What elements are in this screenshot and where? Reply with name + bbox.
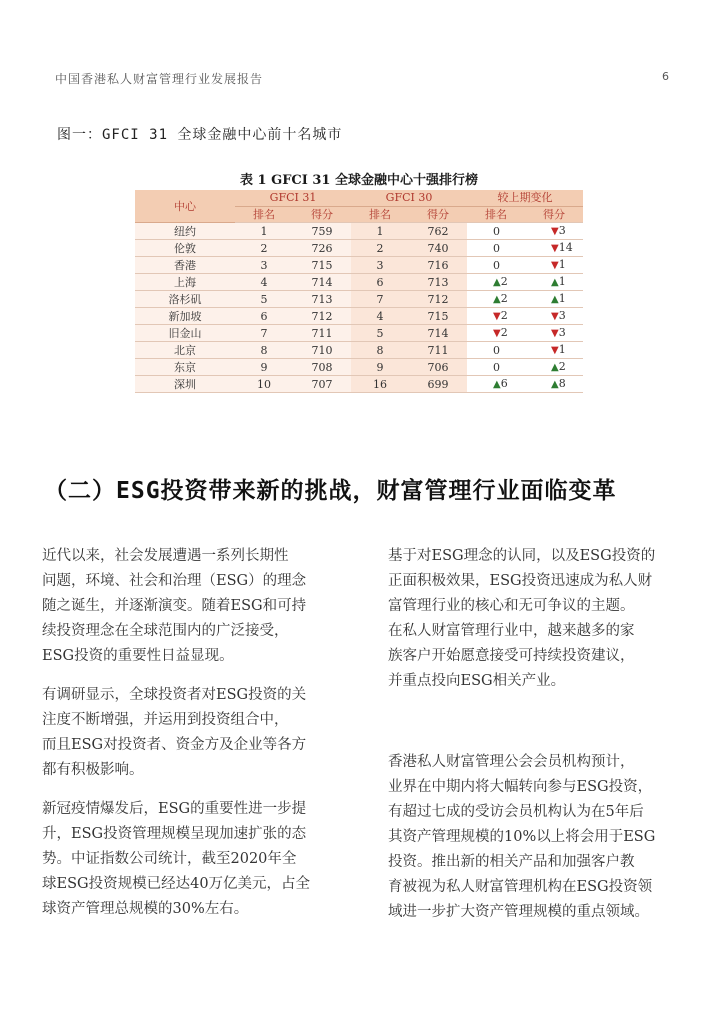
right-column [388,544,680,925]
gfci30-score-cell: 740 [409,240,467,257]
table-row [135,376,583,393]
subheader-rank: 排名 [235,206,293,223]
gfci31-score-cell: 714 [293,274,351,291]
text-line: 续投资理念在全球范围内的广泛接受， [42,623,289,639]
gfci30-score-cell: 714 [409,325,467,342]
table-row [135,240,583,257]
gfci30-rank-cell: 3 [351,257,409,274]
city-cell: 新加坡 [135,308,235,325]
gfci30-score-cell: 762 [409,223,467,240]
text-line: 族客户开始愿意接受可持续投资建议， [388,648,635,664]
change-value: 2 [500,309,508,322]
gfci30-score-cell: 711 [409,342,467,359]
table-row [135,359,583,376]
city-cell: 伦敦 [135,240,235,257]
gfci30-rank-cell: 1 [351,223,409,240]
table-row [135,325,583,342]
arrow-up-icon: ▲ [551,379,559,390]
arrow-down-icon: ▼ [551,328,559,339]
text-line: 其资产管理规模的10%以上将会用于ESG [388,829,656,845]
arrow-down-icon: ▼ [551,260,559,271]
subheader-score: 得分 [525,206,583,223]
change-value: 1 [558,343,566,356]
change-value: 0 [493,258,500,272]
score-change-cell [525,274,583,291]
score-change-cell [525,291,583,308]
header-gfci30: GFCI 30 [351,190,467,206]
subheader-score: 得分 [293,206,351,223]
running-title: 中国香港私人财富管理行业发展报告 [55,72,264,86]
gfci30-score-cell: 706 [409,359,467,376]
text-line: 势。中证指数公司统计，截至2020年全 [42,851,297,867]
change-value: 0 [493,224,500,238]
change-value: 0 [493,360,500,374]
rank-change-cell [467,257,525,274]
arrow-up-icon: ▲ [551,277,559,288]
text-line: 香港私人财富管理公会会员机构预计， [388,754,635,770]
city-cell: 东京 [135,359,235,376]
rank-change-cell [467,274,525,291]
arrow-down-icon: ▼ [551,345,559,356]
change-value: 2 [500,275,508,288]
rank-change-cell [467,240,525,257]
gfci30-rank-cell: 5 [351,325,409,342]
left-column [42,544,332,922]
rank-change-cell [467,342,525,359]
text-line: 富管理行业的核心和无可争议的主题。 [388,598,635,614]
city-cell: 深圳 [135,376,235,393]
gfci31-rank-cell: 5 [235,291,293,308]
change-value: 6 [500,377,508,390]
gfci31-score-cell: 713 [293,291,351,308]
change-value: 3 [558,309,566,322]
page-number: 6 [662,70,669,83]
gfci30-rank-cell: 4 [351,308,409,325]
gfci31-rank-cell: 7 [235,325,293,342]
score-change-cell [525,308,583,325]
subheader-score: 得分 [409,206,467,223]
arrow-up-icon: ▲ [551,362,559,373]
change-value: 0 [493,241,500,255]
change-value: 2 [500,326,508,339]
table-row [135,342,583,359]
score-change-cell [525,376,583,393]
score-change-cell [525,240,583,257]
text-line: 投资。推出新的相关产品和加强客户教 [388,854,635,870]
gfci30-score-cell: 716 [409,257,467,274]
table-row [135,274,583,291]
text-line: 球ESG投资规模已经达40万亿美元，占全 [42,876,311,892]
header-center: 中心 [135,190,235,223]
header-change: 较上期变化 [467,190,583,206]
arrow-up-icon: ▲ [493,294,501,305]
gfci31-rank-cell: 8 [235,342,293,359]
text-line: 正面积极效果，ESG投资迅速成为私人财 [388,573,653,589]
figure-caption: 图一：GFCI 31 全球金融中心前十名城市 [57,127,343,143]
text-line: 都有积极影响。 [42,762,144,778]
text-line: 问题，环境、社会和治理（ESG）的理念 [42,573,307,589]
table-title: 表 1 GFCI 31 全球金融中心十强排行榜 [240,173,478,188]
change-value: 8 [558,377,566,390]
table-body [135,223,583,393]
body-paragraph [42,544,332,669]
city-cell: 洛杉矶 [135,291,235,308]
score-change-cell [525,359,583,376]
gfci30-score-cell: 699 [409,376,467,393]
arrow-down-icon: ▼ [551,311,559,322]
gfci31-rank-cell: 9 [235,359,293,376]
arrow-down-icon: ▼ [493,328,501,339]
rank-change-cell [467,308,525,325]
gfci30-score-cell: 713 [409,274,467,291]
arrow-up-icon: ▲ [551,294,559,305]
gfci31-score-cell: 708 [293,359,351,376]
subheader-rank: 排名 [467,206,525,223]
score-change-cell [525,257,583,274]
rank-change-cell [467,325,525,342]
score-change-cell [525,325,583,342]
gfci31-score-cell: 715 [293,257,351,274]
body-paragraph [42,797,332,922]
text-line: 球资产管理总规模的30%左右。 [42,901,249,917]
table-row [135,223,583,240]
gfci31-rank-cell: 1 [235,223,293,240]
body-paragraph [388,750,680,925]
text-line: 升，ESG投资管理规模呈现加速扩张的态 [42,826,307,842]
text-line: 新冠疫情爆发后，ESG的重要性进一步提 [42,801,307,817]
text-line: 在私人财富管理行业中，越来越多的家 [388,623,635,639]
text-line: 有调研显示，全球投资者对ESG投资的关 [42,687,307,703]
change-value: 2 [558,360,566,373]
gfci-ranking-table [135,190,583,393]
text-line: 业界在中期内将大幅转向参与ESG投资， [388,779,653,795]
gfci30-score-cell: 715 [409,308,467,325]
rank-change-cell [467,291,525,308]
rank-change-cell [467,223,525,240]
arrow-down-icon: ▼ [551,226,559,237]
gfci30-rank-cell: 9 [351,359,409,376]
score-change-cell [525,223,583,240]
text-line: 近代以来，社会发展遭遇一系列长期性 [42,548,289,564]
text-line: 随之诞生，并逐渐演变。随着ESG和可持 [42,598,307,614]
gfci30-rank-cell: 8 [351,342,409,359]
gfci30-rank-cell: 7 [351,291,409,308]
arrow-up-icon: ▲ [493,277,501,288]
text-line: 域进一步扩大资产管理规模的重点领域。 [388,904,649,920]
arrow-up-icon: ▲ [493,379,501,390]
table-row [135,257,583,274]
gfci31-rank-cell: 10 [235,376,293,393]
text-line: 而且ESG对投资者、资金方及企业等各方 [42,737,307,753]
text-line: ESG投资的重要性日益显现。 [42,648,234,664]
rank-change-cell [467,376,525,393]
gfci30-rank-cell: 6 [351,274,409,291]
change-value: 2 [500,292,508,305]
arrow-down-icon: ▼ [493,311,501,322]
gfci30-rank-cell: 2 [351,240,409,257]
text-line: 有超过七成的受访会员机构认为在5年后 [388,804,644,820]
city-cell: 纽约 [135,223,235,240]
body-paragraph [42,683,332,783]
city-cell: 北京 [135,342,235,359]
gfci30-rank-cell: 16 [351,376,409,393]
gfci31-rank-cell: 2 [235,240,293,257]
score-change-cell [525,342,583,359]
gfci31-rank-cell: 4 [235,274,293,291]
gfci31-rank-cell: 3 [235,257,293,274]
body-paragraph [388,544,680,694]
city-cell: 香港 [135,257,235,274]
change-value: 14 [558,241,573,254]
city-cell: 旧金山 [135,325,235,342]
table-row [135,308,583,325]
text-line: 注度不断增强，并运用到投资组合中， [42,712,289,728]
text-line: 并重点投向ESG相关产业。 [388,673,566,689]
gfci31-rank-cell: 6 [235,308,293,325]
gfci-ranking-figure [135,166,583,390]
gfci31-score-cell: 711 [293,325,351,342]
gfci31-score-cell: 759 [293,223,351,240]
gfci31-score-cell: 712 [293,308,351,325]
rank-change-cell [467,359,525,376]
gfci31-score-cell: 726 [293,240,351,257]
change-value: 1 [558,292,566,305]
change-value: 3 [558,224,566,237]
change-value: 1 [558,258,566,271]
change-value: 3 [558,326,566,339]
city-cell: 上海 [135,274,235,291]
subheader-rank: 排名 [351,206,409,223]
table-row [135,291,583,308]
text-line: 基于对ESG理念的认同，以及ESG投资的 [388,548,656,564]
change-value: 0 [493,343,500,357]
gfci31-score-cell: 710 [293,342,351,359]
gfci31-score-cell: 707 [293,376,351,393]
section-heading: （二）ESG投资带来新的挑战，财富管理行业面临变革 [44,478,617,504]
arrow-down-icon: ▼ [551,243,559,254]
gfci30-score-cell: 712 [409,291,467,308]
text-line: 育被视为私人财富管理机构在ESG投资领 [388,879,653,895]
change-value: 1 [558,275,566,288]
header-gfci31: GFCI 31 [235,190,351,206]
